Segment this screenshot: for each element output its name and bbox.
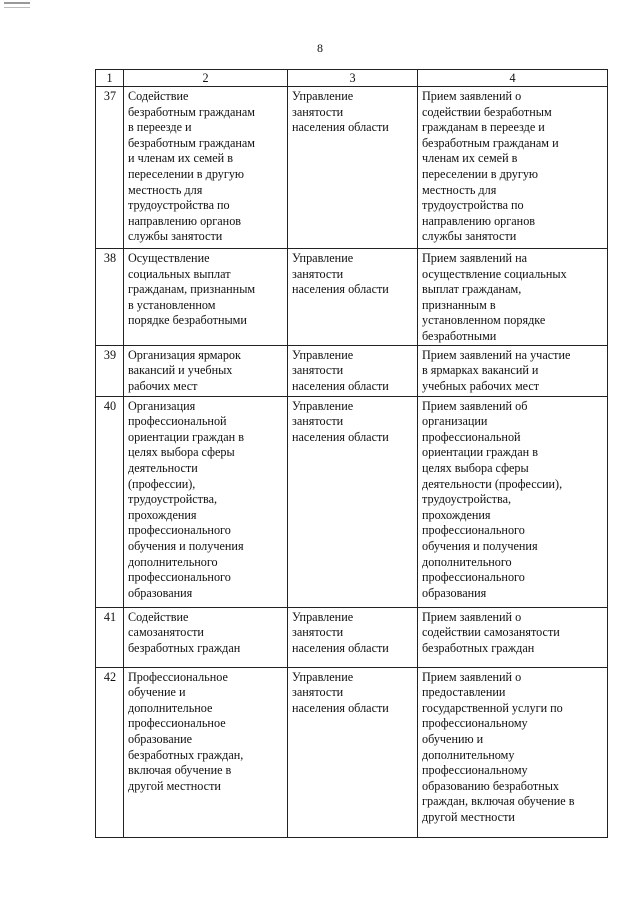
table-row xyxy=(96,607,608,667)
service-name-cell: Организация ярмарок вакансий и учебных рабочих мест xyxy=(124,345,288,396)
table-row xyxy=(96,667,608,837)
authority-cell: Управление занятости населения области xyxy=(288,667,418,837)
row-number-cell: 39 xyxy=(96,345,124,396)
procedure-cell: Прием заявлений на осуществление социальных выплат гражданам, признанным в установленном порядке безработными xyxy=(418,249,608,346)
header-cell-3: 3 xyxy=(288,70,418,87)
table-header-row xyxy=(96,70,608,87)
row-number-cell: 37 xyxy=(96,87,124,249)
procedure-cell: Прием заявлений о содействии самозанятости безработных граждан xyxy=(418,607,608,667)
header-cell-1: 1 xyxy=(96,70,124,87)
procedure-cell: Прием заявлений на участие в ярмарках вакансий и учебных рабочих мест xyxy=(418,345,608,396)
table-row xyxy=(96,249,608,346)
row-number-cell: 41 xyxy=(96,607,124,667)
procedure-cell: Прием заявлений о содействии безработным гражданам в переезде и безработным гражданам и членам их семей в переселении в другую местность для трудоустройства по направлению органов службы занятости xyxy=(418,87,608,249)
procedure-cell: Прием заявлений о предоставлении государственной услуги по профессиональному обучению и дополнительному профессиональному образованию безработных граждан, включая обучение в другой местности xyxy=(418,667,608,837)
table-row xyxy=(96,396,608,607)
row-number-cell: 38 xyxy=(96,249,124,346)
scan-corner-mark xyxy=(4,2,30,8)
authority-cell: Управление занятости населения области xyxy=(288,396,418,607)
authority-cell: Управление занятости населения области xyxy=(288,607,418,667)
service-name-cell: Профессиональное обучение и дополнительное профессиональное образование безработных граждан, включая обучение в другой местности xyxy=(124,667,288,837)
row-number-cell: 42 xyxy=(96,667,124,837)
service-name-cell: Содействие безработным гражданам в переезде и безработным гражданам и членам их семей в переселении в другую местность для трудоустройства по направлению органов службы занятости xyxy=(124,87,288,249)
page-number: 8 xyxy=(317,41,323,55)
authority-cell: Управление занятости населения области xyxy=(288,249,418,346)
services-table xyxy=(95,69,608,838)
header-cell-2: 2 xyxy=(124,70,288,87)
row-number-cell: 40 xyxy=(96,396,124,607)
header-cell-4: 4 xyxy=(418,70,608,87)
service-name-cell: Содействие самозанятости безработных граждан xyxy=(124,607,288,667)
table-row xyxy=(96,345,608,396)
procedure-cell: Прием заявлений об организации профессиональной ориентации граждан в целях выбора сферы деятельности (профессии), трудоустройства, прохождения профессионального обучения и получения дополнительного профессионального образования xyxy=(418,396,608,607)
authority-cell: Управление занятости населения области xyxy=(288,87,418,249)
service-name-cell: Организация профессиональной ориентации граждан в целях выбора сферы деятельности (профессии), трудоустройства, прохождения профессионального обучения и получения дополнительного профессионального образования xyxy=(124,396,288,607)
service-name-cell: Осуществление социальных выплат гражданам, признанным в установленном порядке безработными xyxy=(124,249,288,346)
authority-cell: Управление занятости населения области xyxy=(288,345,418,396)
table-row xyxy=(96,87,608,249)
